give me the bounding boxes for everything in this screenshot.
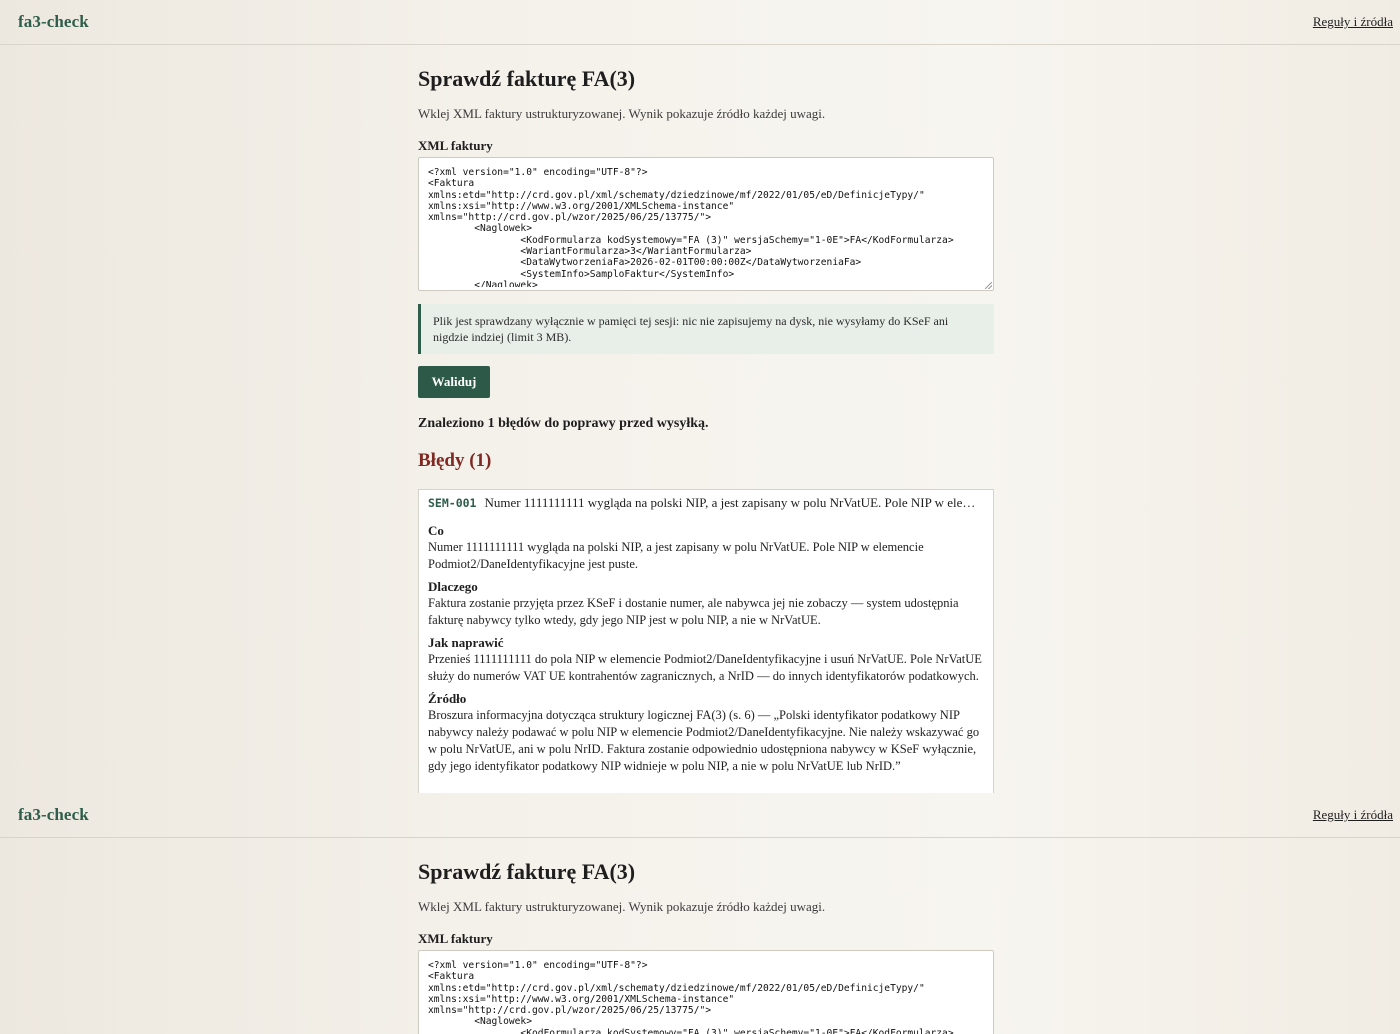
- brand-logo[interactable]: fa3-check: [18, 805, 89, 824]
- error-title: Numer 1111111111 wygląda na polski NIP, a jest zapisany w polu NrVatUE. Pole NIP w ele…: [484, 495, 976, 510]
- top-bar: [0, 793, 1400, 838]
- error-card: [418, 489, 994, 793]
- why-text: Faktura zostanie przyjęta przez KSeF i dostanie numer, ale nabywca jej nie zobaczy — system udostępnia fakturę nabywcy tylko wtedy, gdy jego NIP jest w polu NIP, a nie w NrVatUE.: [428, 596, 959, 627]
- rules-and-sources-link[interactable]: Reguły i źródła: [1312, 14, 1393, 29]
- result-summary: Znaleziono 1 błędów do poprawy przed wysyłką.: [418, 416, 709, 431]
- source-heading: Źródło: [428, 691, 467, 706]
- validate-button[interactable]: Waliduj: [418, 366, 490, 398]
- xml-field-label: XML faktury: [418, 931, 493, 946]
- page-title: Sprawdź fakturę FA(3): [418, 859, 636, 884]
- fix-text: Przenieś 1111111111 do pola NIP w elemencie Podmiot2/DaneIdentyfikacyjne i usuń NrVatUE. Pole NrVatUE służy do numerów VAT UE kontrahentów zagranicznych, a NrID — do innych identyfikatorów podatkowych.: [428, 652, 982, 683]
- xml-field-label: XML faktury: [418, 138, 493, 153]
- what-heading: Co: [428, 523, 444, 538]
- why-heading: Dlaczego: [428, 579, 478, 594]
- brand-logo[interactable]: fa3-check: [18, 12, 89, 31]
- error-code: SEM-001: [428, 496, 477, 510]
- error-summary-row[interactable]: [428, 495, 984, 517]
- xml-input-box[interactable]: [418, 157, 994, 291]
- app-frame-2: [0, 793, 1400, 1034]
- privacy-notice: Plik jest sprawdzany wyłącznie w pamięci tej sesji: nic nie zapisujemy na dysk, nie wysyłamy do KSeF ani nigdzie indziej (limit 3 MB).: [418, 304, 994, 354]
- page-title: Sprawdź fakturę FA(3): [418, 66, 636, 91]
- what-text: Numer 1111111111 wygląda na polski NIP, a jest zapisany w polu NrVatUE. Pole NIP w elemencie Podmiot2/DaneIdentyfikacyjne jest puste.: [428, 540, 924, 571]
- source-text: Broszura informacyjna dotycząca struktury logicznej FA(3) (s. 6) — „Polski identyfikator podatkowy NIP nabywcy należy podawać w polu NIP w elemencie Podmiot2/DaneIdentyfikacyjne. Nie należy wskazywać go w polu NrVatUE, ani w polu NrID. Faktura zostanie odpowiednio udostępniona nabywcy w KSeF wyłącznie, gdy jego identyfikator podatkowy NIP widnieje w polu NIP, a nie w polu NrVatUE lub NrID.”: [428, 708, 980, 773]
- page-lead: Wklej XML faktury ustrukturyzowanej. Wynik pokazuje źródło każdej uwagi.: [418, 106, 826, 121]
- page-lead: Wklej XML faktury ustrukturyzowanej. Wynik pokazuje źródło każdej uwagi.: [418, 899, 826, 914]
- xml-textarea[interactable]: [428, 960, 984, 1034]
- rules-and-sources-link[interactable]: Reguły i źródła: [1312, 807, 1393, 822]
- xml-textarea[interactable]: [428, 167, 984, 287]
- top-bar: [0, 0, 1400, 45]
- resize-grip-icon[interactable]: [985, 282, 992, 289]
- errors-heading: Błędy (1): [418, 450, 492, 471]
- xml-input-box[interactable]: [418, 950, 994, 1034]
- fix-heading: Jak naprawić: [428, 635, 504, 650]
